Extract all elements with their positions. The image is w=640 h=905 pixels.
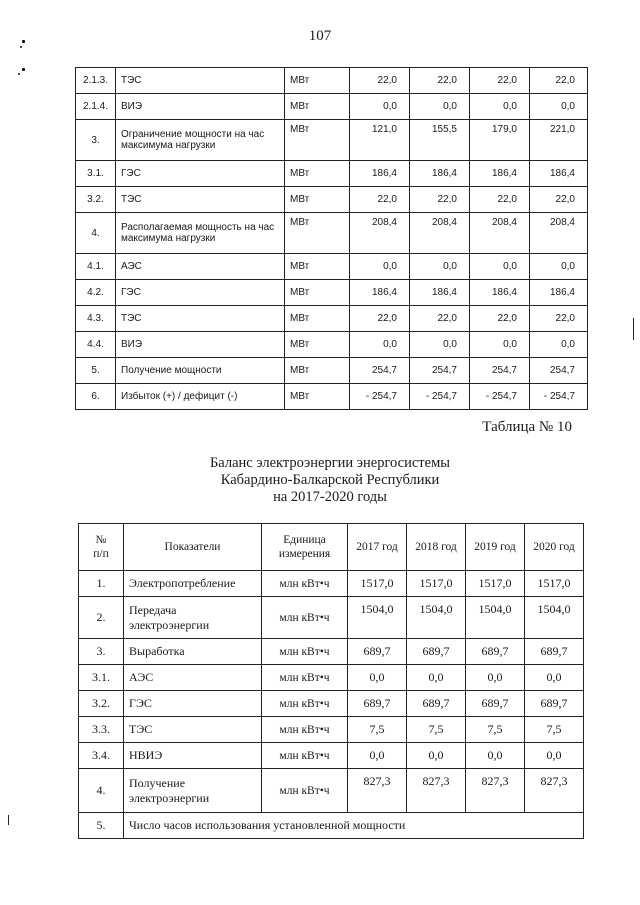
row-number: 3. [79, 639, 124, 665]
header-cell-year: 2017 год [348, 524, 407, 571]
table-title-line: Баланс электроэнергии энергосистемы [209, 455, 450, 471]
header-cell-year: 2018 год [407, 524, 466, 571]
page-number: 107 [308, 28, 332, 44]
value-cell: 186,4 [410, 280, 470, 306]
table-row [76, 280, 588, 306]
value-cell: 0,0 [350, 94, 410, 120]
header-number-symbol: № [95, 534, 107, 546]
value-cell: 22,0 [530, 306, 588, 332]
value-cell: 689,7 [466, 639, 525, 665]
header-cell-unit [262, 524, 348, 571]
indicator-name: ГЭС [116, 280, 285, 306]
scan-edge-mark [633, 318, 634, 340]
row-number: 5. [79, 813, 124, 839]
unit-cell: МВт [285, 161, 350, 187]
unit-cell: МВт [285, 384, 350, 410]
row-number: 2.1.4. [76, 94, 116, 120]
table-row [76, 213, 588, 254]
value-cell: - 254,7 [410, 384, 470, 410]
value-cell: 0,0 [350, 332, 410, 358]
value-cell: 208,4 [470, 213, 530, 254]
indicator-name: ГЭС [124, 691, 262, 717]
indicator-name: ВИЭ [116, 332, 285, 358]
value-cell: 689,7 [407, 639, 466, 665]
table-row [79, 813, 584, 839]
indicator-name: Получение мощности [116, 358, 285, 384]
header-number-abbr: п/п [93, 548, 109, 560]
indicator-name: Ограничение мощности на час максимума нагрузки [116, 120, 285, 161]
table-row [79, 571, 584, 597]
scan-speck [22, 68, 25, 71]
value-cell: 208,4 [350, 213, 410, 254]
value-cell: 689,7 [466, 691, 525, 717]
value-cell: 0,0 [530, 254, 588, 280]
indicator-name: Выработка [124, 639, 262, 665]
unit-cell: млн кВт•ч [262, 665, 348, 691]
value-cell: 186,4 [530, 280, 588, 306]
unit-cell: млн кВт•ч [262, 597, 348, 639]
header-cell-year: 2020 год [525, 524, 584, 571]
unit-cell: МВт [285, 332, 350, 358]
value-cell: 22,0 [530, 68, 588, 94]
unit-cell: МВт [285, 94, 350, 120]
indicator-name: Электропотребление [124, 571, 262, 597]
row-number: 3.1. [76, 161, 116, 187]
value-cell: 0,0 [407, 743, 466, 769]
value-cell: 689,7 [348, 639, 407, 665]
table-row [76, 68, 588, 94]
value-cell: 22,0 [350, 306, 410, 332]
indicator-name: ТЭС [116, 187, 285, 213]
indicator-name: Располагаемая мощность на час максимума нагрузки [116, 213, 285, 254]
table-row [79, 597, 584, 639]
indicator-name: АЭС [116, 254, 285, 280]
row-number: 6. [76, 384, 116, 410]
value-cell: 0,0 [470, 332, 530, 358]
header-cell-number [79, 524, 124, 571]
value-cell: 0,0 [530, 94, 588, 120]
header-row [79, 524, 584, 571]
value-cell: 22,0 [470, 306, 530, 332]
electricity-balance-table [78, 523, 584, 839]
value-cell: 0,0 [410, 254, 470, 280]
value-cell: 1504,0 [348, 597, 407, 639]
value-cell: 7,5 [348, 717, 407, 743]
value-cell: 208,4 [410, 213, 470, 254]
unit-cell: млн кВт•ч [262, 639, 348, 665]
value-cell: 0,0 [525, 665, 584, 691]
table-caption-number: Таблица № 10 [482, 419, 572, 435]
value-cell: 827,3 [525, 769, 584, 813]
unit-cell: МВт [285, 68, 350, 94]
value-cell: 186,4 [350, 280, 410, 306]
row-number: 4.1. [76, 254, 116, 280]
value-cell: 254,7 [470, 358, 530, 384]
value-cell: 22,0 [410, 306, 470, 332]
value-cell: 0,0 [466, 665, 525, 691]
value-cell: 0,0 [530, 332, 588, 358]
table-row [76, 94, 588, 120]
unit-cell: МВт [285, 254, 350, 280]
table-title-line: на 2017-2020 годы [273, 489, 387, 505]
value-cell: 7,5 [466, 717, 525, 743]
unit-cell: МВт [285, 187, 350, 213]
value-cell: 0,0 [466, 743, 525, 769]
scan-edge-mark [8, 815, 9, 825]
value-cell: 254,7 [350, 358, 410, 384]
value-cell: 22,0 [470, 187, 530, 213]
value-cell: 0,0 [410, 332, 470, 358]
indicator-name: ГЭС [116, 161, 285, 187]
indicator-name: Избыток (+) / дефицит (-) [116, 384, 285, 410]
value-cell: - 254,7 [470, 384, 530, 410]
indicator-name: ТЭС [124, 717, 262, 743]
indicator-name: НВИЭ [124, 743, 262, 769]
value-cell: 0,0 [410, 94, 470, 120]
value-cell: 1517,0 [407, 571, 466, 597]
value-cell: 0,0 [470, 254, 530, 280]
row-number: 2. [79, 597, 124, 639]
indicator-name: Получение электроэнергии [124, 769, 262, 813]
row-number: 4. [76, 213, 116, 254]
value-cell: - 254,7 [350, 384, 410, 410]
value-cell: 254,7 [410, 358, 470, 384]
header-cell-indicator: Показатели [124, 524, 262, 571]
indicator-name: АЭС [124, 665, 262, 691]
value-cell: 22,0 [350, 187, 410, 213]
table-row [76, 384, 588, 410]
unit-cell: млн кВт•ч [262, 717, 348, 743]
row-number: 5. [76, 358, 116, 384]
unit-cell: МВт [285, 213, 350, 254]
power-balance-table-continued [75, 67, 588, 410]
value-cell: 689,7 [525, 691, 584, 717]
table-row [76, 187, 588, 213]
row-number: 3. [76, 120, 116, 161]
value-cell: 121,0 [350, 120, 410, 161]
value-cell: 0,0 [407, 665, 466, 691]
value-cell: 827,3 [407, 769, 466, 813]
unit-cell: млн кВт•ч [262, 571, 348, 597]
header-unit-line: Единица [283, 534, 326, 546]
value-cell: 1517,0 [348, 571, 407, 597]
scan-speck [18, 73, 20, 75]
indicator-name: ТЭС [116, 306, 285, 332]
value-cell: 1517,0 [466, 571, 525, 597]
unit-cell: млн кВт•ч [262, 769, 348, 813]
value-cell: 186,4 [470, 161, 530, 187]
value-cell: 689,7 [407, 691, 466, 717]
indicator-name: ВИЭ [116, 94, 285, 120]
indicator-name: Передача электроэнергии [124, 597, 262, 639]
value-cell: 0,0 [470, 94, 530, 120]
table-row [79, 743, 584, 769]
value-cell: 186,4 [410, 161, 470, 187]
value-cell: 155,5 [410, 120, 470, 161]
value-cell: 186,4 [350, 161, 410, 187]
value-cell: 827,3 [466, 769, 525, 813]
value-cell: 1517,0 [525, 571, 584, 597]
row-number: 2.1.3. [76, 68, 116, 94]
value-cell: 186,4 [530, 161, 588, 187]
value-cell: 1504,0 [525, 597, 584, 639]
value-cell: 22,0 [470, 68, 530, 94]
value-cell: 1504,0 [407, 597, 466, 639]
value-cell: 689,7 [348, 691, 407, 717]
value-cell: 22,0 [410, 68, 470, 94]
row-number: 3.1. [79, 665, 124, 691]
header-unit-line: измерения [278, 548, 331, 560]
table-row [79, 639, 584, 665]
value-cell: 0,0 [348, 665, 407, 691]
row-number: 3.3. [79, 717, 124, 743]
indicator-name: Число часов использования установленной мощности [124, 813, 584, 839]
unit-cell: МВт [285, 306, 350, 332]
scan-speck [20, 46, 22, 48]
table-row [79, 769, 584, 813]
unit-cell: МВт [285, 120, 350, 161]
table-row [76, 161, 588, 187]
row-number: 4.2. [76, 280, 116, 306]
row-number: 4. [79, 769, 124, 813]
table-row [79, 717, 584, 743]
table-row [76, 332, 588, 358]
value-cell: 7,5 [525, 717, 584, 743]
value-cell: 0,0 [350, 254, 410, 280]
value-cell: 0,0 [348, 743, 407, 769]
row-number: 3.2. [76, 187, 116, 213]
unit-cell: млн кВт•ч [262, 691, 348, 717]
value-cell: 827,3 [348, 769, 407, 813]
table-row [76, 306, 588, 332]
value-cell: 22,0 [530, 187, 588, 213]
table-title-line: Кабардино-Балкарской Республики [220, 472, 440, 488]
table-row [76, 120, 588, 161]
row-number: 3.4. [79, 743, 124, 769]
table-title [0, 455, 640, 506]
value-cell: 7,5 [407, 717, 466, 743]
indicator-name: ТЭС [116, 68, 285, 94]
row-number: 4.3. [76, 306, 116, 332]
row-number: 1. [79, 571, 124, 597]
value-cell: 179,0 [470, 120, 530, 161]
value-cell: 1504,0 [466, 597, 525, 639]
value-cell: 22,0 [350, 68, 410, 94]
unit-cell: МВт [285, 280, 350, 306]
value-cell: 221,0 [530, 120, 588, 161]
row-number: 3.2. [79, 691, 124, 717]
value-cell: 689,7 [525, 639, 584, 665]
unit-cell: МВт [285, 358, 350, 384]
table-row [79, 665, 584, 691]
value-cell: 0,0 [525, 743, 584, 769]
row-number: 4.4. [76, 332, 116, 358]
value-cell: - 254,7 [530, 384, 588, 410]
table-row [76, 358, 588, 384]
table-row [79, 691, 584, 717]
value-cell: 186,4 [470, 280, 530, 306]
unit-cell: млн кВт•ч [262, 743, 348, 769]
header-cell-year: 2019 год [466, 524, 525, 571]
table-row [76, 254, 588, 280]
value-cell: 254,7 [530, 358, 588, 384]
value-cell: 22,0 [410, 187, 470, 213]
value-cell: 208,4 [530, 213, 588, 254]
